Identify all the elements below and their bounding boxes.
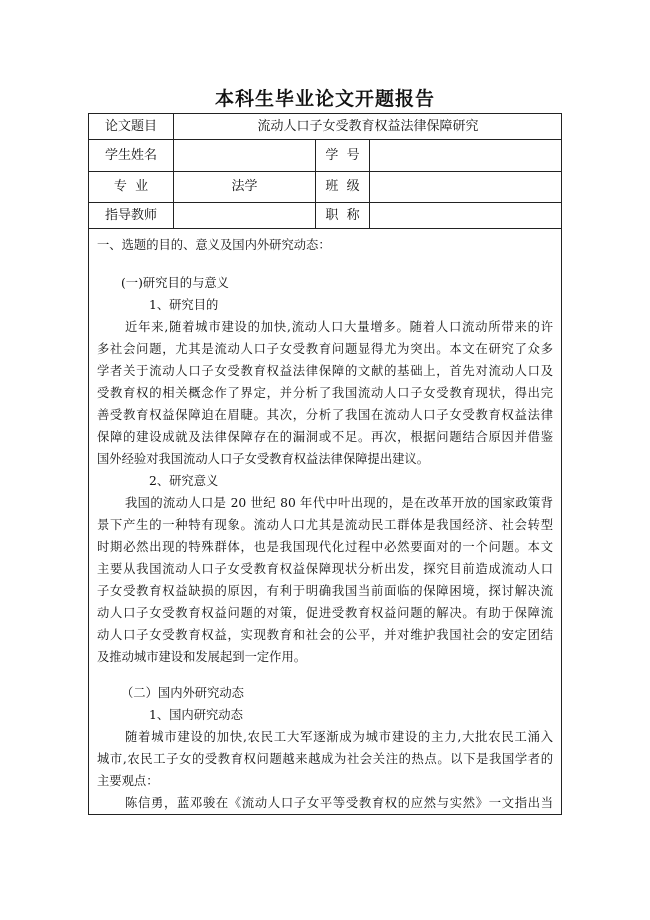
advisor-value [174, 203, 315, 228]
class-label: 班 级 [325, 179, 360, 194]
sub-subsection-heading: 1、研究目的 [149, 298, 219, 312]
student-id-label: 学 号 [325, 148, 360, 163]
paragraph-line: 城市,农民工子女的受教育权问题越来越成为社会关注的热点。以下是我国学者的 [97, 752, 553, 766]
paragraph-line: 国外经验对我国流动人口子女受教育权益法律保障提出建议。 [97, 452, 430, 466]
paragraph-line: 动人口子女受教育权益，实现教育和社会的公平，并对维护我国社会的安定团结 [97, 628, 553, 642]
subsection-heading: （二）国内外研究动态 [121, 686, 244, 700]
paragraph-line: 景下产生的一种特有现象。流动人口尤其是流动民工群体是我国经济、社会转型 [97, 518, 553, 532]
paragraph-line: 受教育权的相关概念作了界定，并分析了我国流动人口子女受教育现状，得出完 [97, 386, 553, 400]
paragraph-line: 保障的建设成就及法律保障存在的漏洞或不足。再次，根据问题结合原因并借鉴 [97, 430, 553, 444]
student-name-value [174, 140, 315, 171]
paragraph-line: 近年来,随着城市建设的加快,流动人口大量增多。随着人口流动所带来的许 [125, 320, 553, 334]
paragraph-line: 及推动城市建设和发展起到一定作用。 [97, 650, 307, 664]
paragraph-line: 我国的流动人口是 20 世纪 80 年代中叶出现的，是在改革开放的国家政策背 [125, 496, 553, 510]
paragraph-line: 子女受教育权益缺损的原因，有利于明确我国当前面临的保障困境，探讨解决流 [97, 584, 553, 598]
major-label: 专 业 [113, 179, 149, 194]
report-form-table [88, 113, 562, 815]
paragraph-line: 善受教育权益保障迫在眉睫。其次，分析了我国在流动人口子女受教育权益法律 [97, 408, 553, 422]
row-divider [89, 228, 561, 229]
title-rank-value [370, 203, 562, 228]
paragraph-line: 动人口子女受教育权益问题的对策，促进受教育权益问题的解决。有助于保障流 [97, 606, 553, 620]
paragraph-line: 多社会问题，尤其是流动人口子女受教育问题显得尤为突出。本文在研究了众多 [97, 342, 553, 356]
paragraph-line: 陈信勇，蓝邓骏在《流动人口子女平等受教育权的应然与实然》一文指出当 [125, 796, 553, 810]
paragraph-line: 学者关于流动人口子女受教育权益法律保障的文献的基础上，首先对流动人口及 [97, 364, 553, 378]
class-value [370, 172, 562, 202]
section-heading: 一、选题的目的、意义及国内外研究动态： [97, 238, 331, 252]
title-rank-label: 职 称 [325, 208, 360, 223]
paragraph-line: 主要从我国流动人口子女受教育权益保障现状分析出发，探究目前造成流动人口 [97, 562, 553, 576]
subsection-heading: (一)研究目的与意义 [121, 276, 229, 290]
major-value: 法学 [231, 179, 258, 194]
student-id-value [370, 140, 562, 171]
document-title: 本科生毕业论文开题报告 [214, 88, 435, 110]
thesis-title-value: 流动人口子女受教育权益法律保障研究 [257, 119, 479, 134]
spacer [97, 668, 553, 682]
report-body [97, 234, 553, 814]
sub-subsection-heading: 2、研究意义 [149, 474, 219, 488]
paragraph-line: 时期必然出现的特殊群体，也是我国现代化过程中必然要面对的一个问题。本文 [97, 540, 553, 554]
student-name-label: 学生姓名 [104, 148, 157, 163]
thesis-title-label: 论文题目 [104, 119, 157, 134]
paragraph-line: 主要观点： [97, 774, 159, 788]
advisor-label: 指导教师 [104, 208, 157, 223]
spacer [97, 256, 553, 272]
sub-subsection-heading: 1、国内研究动态 [149, 708, 243, 722]
paragraph-line: 随着城市建设的加快,农民工大军逐渐成为城市建设的主力,大批农民工涌入 [125, 730, 553, 744]
